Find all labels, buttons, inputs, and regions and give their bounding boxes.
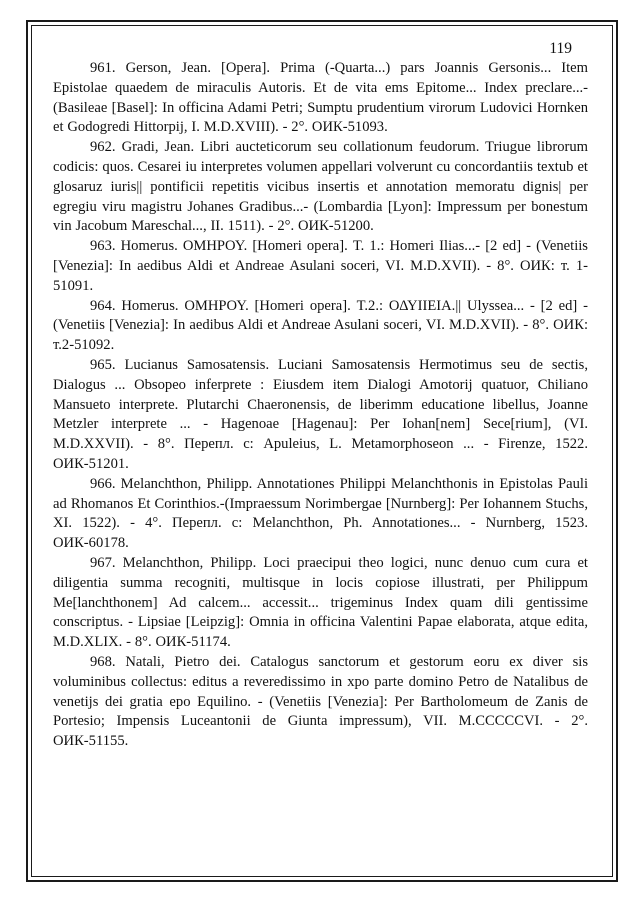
catalog-entry-966: 966. Melanchthon, Philipp. Annotationes Philippi Melanchthonis in Epistolas Pauli ad Rhomanos Et Corinthios.-(Impraessum Norimbergae [Nurnberg]: Per Iohannem Stuchs, XI. 1522). - 4°. Перепл. с: Melanchthon, Ph. Annotationes... - Nurnberg, 1523. ОИК-60178. bbox=[53, 475, 588, 552]
catalog-entry-961: 961. Gerson, Jean. [Opera]. Prima (-Quarta...) pars Joannis Gersonis... Item Epistolae quaedem de miraculis Autoris. Et de vita ems Epitome... Index preclare...- (Basileae [Basel]: In officina Adami Petri; Sumptu prudentium virorum Ludovici Hornken et Godogredi Hittorpij, I. M.D.XVIII). - 2°. ОИК-51093. bbox=[53, 60, 588, 136]
catalog-entry-965: 965. Lucianus Samosatensis. Luciani Samosatensis Hermotimus seu de sectis, Dialogus ... Obsopeo inferprete : Eiusdem item Dialogi Amotorij quatuor, Chiliano Mansueto interprete. Plutarchi Chaeronensis, de liberimm educatione libellus, Joanne Metzler interprete ... - Hagenoae [Hagenau]: Per Iohan[nem] Sece[rium], (VI. M.D.XXVII). - 8°. Перепл. с: Apuleius, L. Metamorphoseon ... - Firenze, 1522. ОИК-51201. bbox=[53, 356, 588, 472]
catalog-entry-964: 964. Homerus. ΟΜΗΡΟΥ. [Homeri opera]. T.2.: ΟΔΥΙΙΕΙΑ.|| Ulyssea... - [2 ed] - (Venetiis [Venezia]: In aedibus Aldi et Andreae Asulani soceri, VI. M.D.XVII). - 8°. ОИК: т.2-51092. bbox=[53, 297, 588, 354]
catalog-entry-968: 968. Natali, Pietro dei. Catalogus sanctorum et gestorum eoru ex diver sis voluminibus collectus: editus a reveredissimo in xpo parte domino Petro de Natalibus de venetijs dei gratia epo Equilino. - (Venetiis [Venezia]: Per Bartholomeum de Zanis de Portesio; Impensis Luceantonii de Giunta impressum), VII. M.CCCCCVI. - 2°. ОИК-51155. bbox=[53, 653, 588, 750]
catalog-entry-967: 967. Melanchthon, Philipp. Loci praecipui theo logici, nunc denuo cum cura et diligentia summa recogniti, multisque in locis copiose illustrati, per Philippum Me[lanchthonem] Ad calcem... accessit... trigeminus Index quam dili gentissime conscriptus. - Lipsiae [Leipzig]: Omnia in officina Valentini Papae elaborata, atque edita, M.D.XLIX. - 8°. ОИК-51174. bbox=[53, 554, 588, 651]
catalog-entry-963: 963. Homerus. ΟΜΗΡΟΥ. [Homeri opera]. T. 1.: Homeri Ilias...- [2 ed] - (Venetiis [Venezia]: In aedibus Aldi et Andreae Asulani soceri, VI. M.D.XVII). - 8°. ОИК: т. 1-51091. bbox=[53, 238, 588, 294]
catalog-entry-962: 962. Gradi, Jean. Libri aucteticorum seu collationum feudorum. Triugue librorum codicis: quos. Cesarei iu interpretes volumen appellari volverunt cu concordantiis textub et glosaruz iuris|| pontificii repetitis vicibus insertis et annotation memoratu dignis| per egregiu viru magistru Johanes Gradibus...- (Lombardia [Lyon]: Impressum per bonestum vin Jacobum Mareschal..., II. 1511). - 2°. ОИК-51200. bbox=[53, 139, 588, 235]
page-number: 119 bbox=[549, 40, 572, 57]
catalog-entries bbox=[53, 59, 588, 752]
